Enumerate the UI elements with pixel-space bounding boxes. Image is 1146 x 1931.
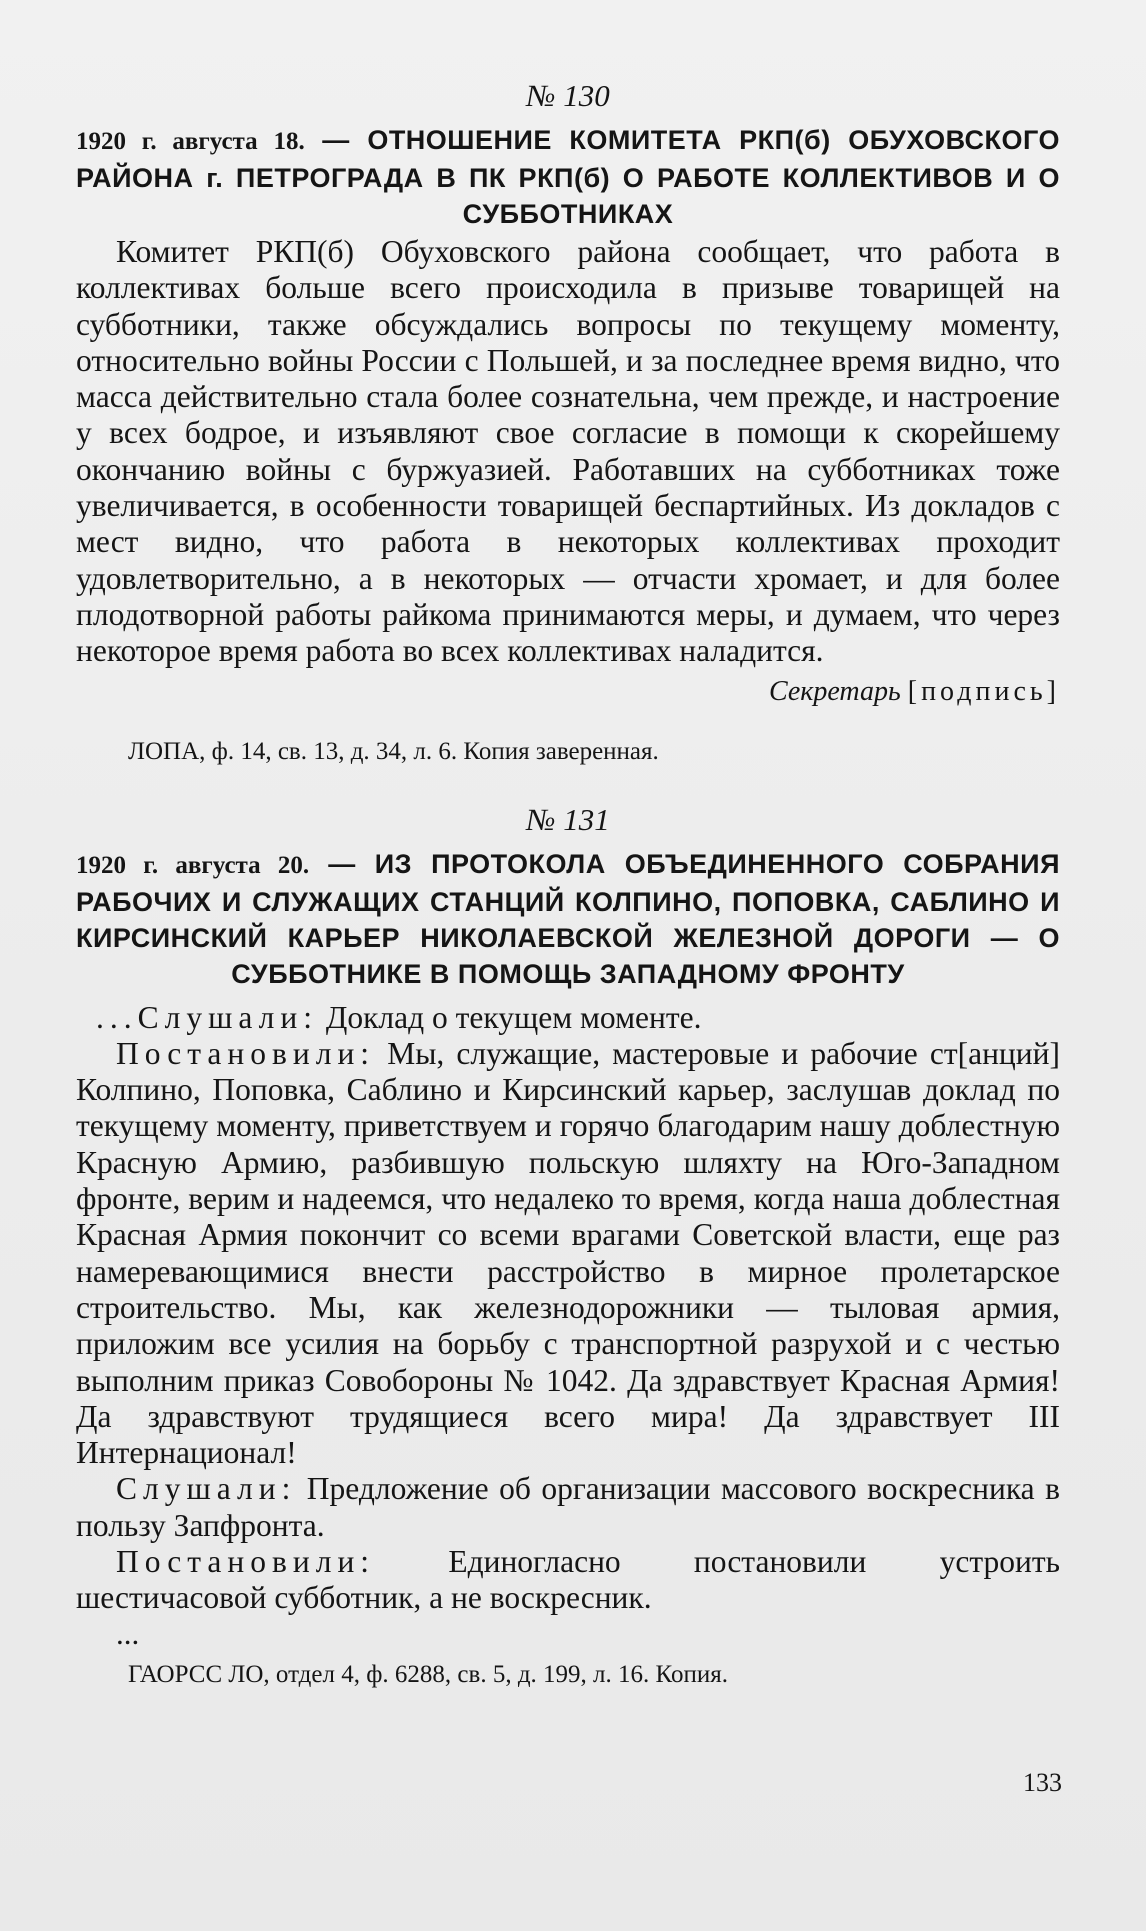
page-number: 133 <box>1023 1768 1062 1797</box>
protocol-label: Постановили: <box>116 1544 376 1580</box>
protocol-item-resolved-greeting <box>76 1036 1060 1472</box>
protocol-item-heard-report <box>76 1000 1060 1036</box>
archive-source: ЛОПА, ф. 14, св. 13, д. 34, л. 6. Копия заверенная. <box>128 737 659 765</box>
protocol-text: Доклад о текущем моменте. <box>317 999 702 1035</box>
document-heading <box>76 846 1060 992</box>
protocol-item-resolved-subbotnik <box>76 1544 1060 1617</box>
signature-note: [подпись] <box>907 675 1060 707</box>
protocol-item-heard-proposal <box>76 1471 1060 1544</box>
signature-role: Секретарь <box>768 675 901 707</box>
protocol-text: Предложение об организации массового воскресника в пользу Запфронта. <box>76 1471 1060 1543</box>
document-130 <box>76 76 1060 770</box>
document-131 <box>76 800 1060 1693</box>
omission-mark: ... <box>116 1615 140 1651</box>
document-number: № 131 <box>526 801 610 837</box>
document-date: 1920 г. августа 20. <box>76 851 310 879</box>
protocol-label: ...Слушали: <box>96 999 318 1035</box>
signature-line <box>76 672 1060 712</box>
page-content <box>76 76 1060 1693</box>
document-date: 1920 г. августа 18. <box>76 128 305 155</box>
document-heading <box>76 122 1060 232</box>
protocol-text: Мы, служащие, мастеровые и рабочие ст[анций] Колпино, Поповка, Саблино и Кирсинский карьер, заслушав доклад по текущему моменту, приветствуем и горячо благодарим нашу доблестную Красную Армию, разбившую польскую шляхту на Юго-Западном фронте, верим и надеемся, что недалеко то время, когда наша доблестная Красная Армия покончит со всеми врагами Советской власти, еще раз намеревающимися внести расстройство в мирное пролетарское строительство. Мы, как железнодорожники — тыловая армия, приложим все усилия на борьбу с транспортной разрухой и с честью выполним приказ Совобороны № 1042. Да здравствует Красная Армия! Да здравствуют трудящиеся всего мира! Да здравствует III Интернационал! <box>76 1035 1060 1471</box>
document-number: № 130 <box>526 78 610 113</box>
protocol-label: Постановили: <box>116 1035 376 1071</box>
protocol-label: Слушали: <box>116 1471 297 1507</box>
archive-source: ГАОРСС ЛО, отдел 4, ф. 6288, св. 5, д. 199, л. 16. Копия. <box>128 1660 728 1688</box>
protocol-text: Единогласно постановили устроить шестичасовой субботник, а не воскресник. <box>76 1544 1060 1616</box>
document-body: Комитет РКП(б) Обуховского района сообщает, что работа в коллективах больше всего происходила в призыве товарищей на субботники, также обсуждались вопросы по текущему моменту, относительно войны России с Польшей, и за последнее время видно, что масса действительно стала более сознательна, чем прежде, и настроение у всех бодрое, и изъявляют свое согласие в помощи к скорейшему окончанию войны с буржуазией. Работавших на субботниках тоже увеличивается, в особенности товарищей беспартийных. Из докладов с мест видно, что работа в некоторых коллективах проходит удовлетворительно, а в некоторых — отчасти хромает, и для более плодотворной работы райкома принимаются меры, и думаем, что через некоторое время работа во всех коллективах наладится. <box>76 234 1060 669</box>
document-title: — ИЗ ПРОТОКОЛА ОБЪЕДИНЕННОГО СОБРАНИЯ РАБОЧИХ И СЛУЖАЩИХ СТАНЦИЙ КОЛПИНО, ПОПОВКА, САБЛИНО И КИРСИНСКИЙ КАРЬЕР НИКОЛАЕВСКОЙ ЖЕЛЕЗНОЙ ДОРОГИ — О СУББОТНИКЕ В ПОМОЩЬ ЗАПАДНОМУ ФРОНТУ <box>76 848 1060 989</box>
document-title: — ОТНОШЕНИЕ КОМИТЕТА РКП(б) ОБУХОВСКОГО РАЙОНА г. ПЕТРОГРАДА В ПК РКП(б) О РАБОТЕ КОЛЛЕКТИВОВ И О СУББОТНИКАХ <box>76 125 1060 229</box>
